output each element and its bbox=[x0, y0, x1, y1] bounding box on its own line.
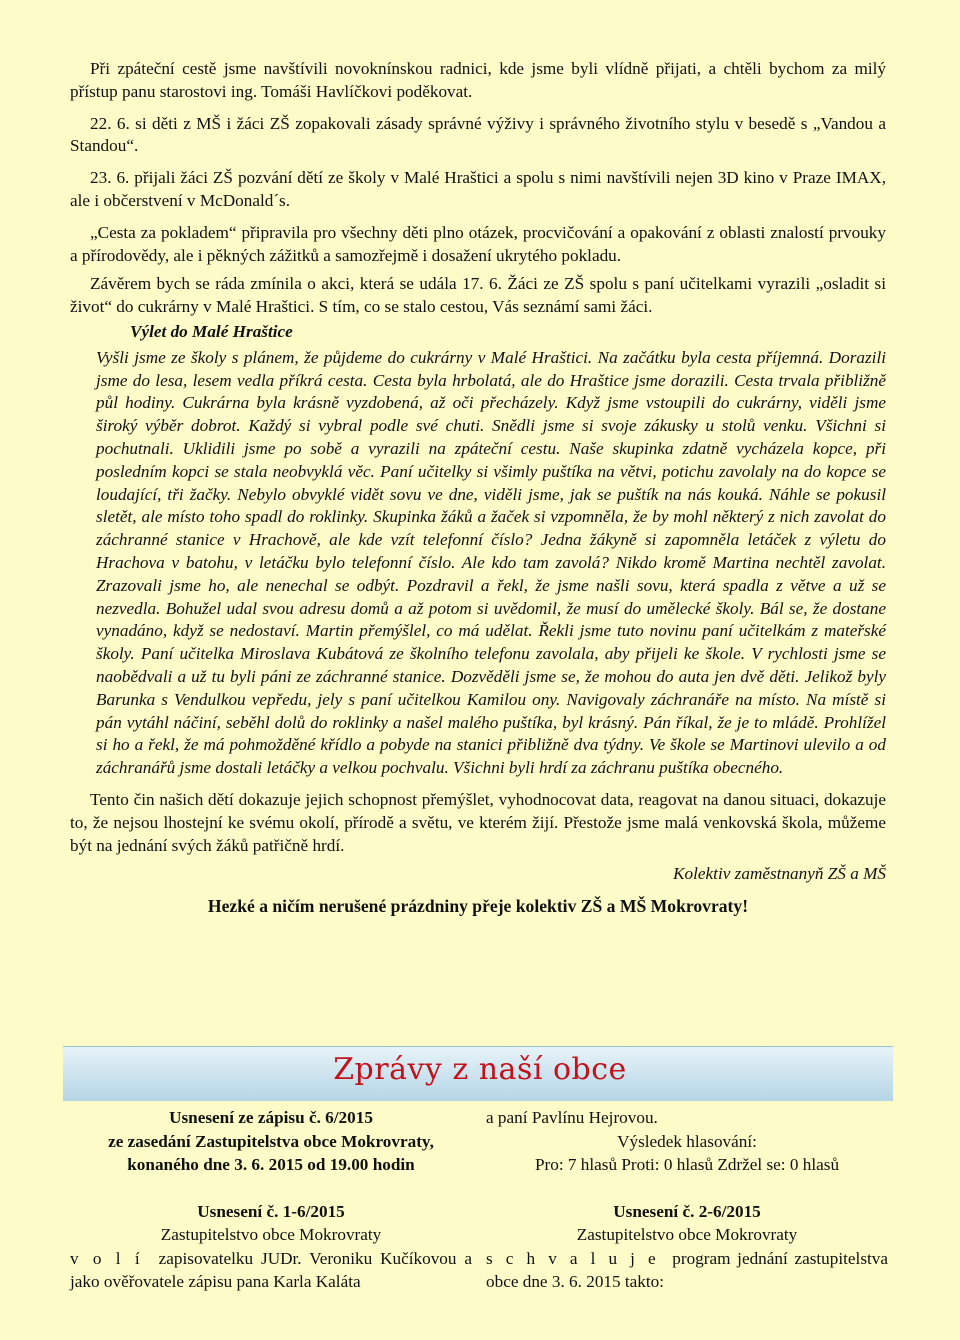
paragraph-nutrition: 22. 6. si děti z MŠ i žáci ZŠ zopakovali zásady správné výživy i správného životního stylu v besedě s „Vandou a Standou“. bbox=[70, 113, 886, 156]
minutes-subheading: ze zasedání Zastupitelstva obce Mokrovraty, bbox=[108, 1131, 434, 1151]
resolution-1-verb: v o l í bbox=[70, 1248, 143, 1268]
vote-heading: Výsledek hlasování: bbox=[617, 1131, 757, 1151]
paragraph-treasure-hunt: „Cesta za pokladem“ připravila pro všechny děti plno otázek, procvičování a opakování z oblasti znalostí prvouky a přírodovědy, ale i pěkných zážitků a samozřejmě i dosažení ukrytého pokladu. bbox=[70, 222, 886, 265]
resolution-2-title: Usnesení č. 2-6/2015 bbox=[613, 1201, 761, 1221]
story-title: Výlet do Malé Hraštice bbox=[130, 321, 293, 341]
paragraph-town-hall: Při zpáteční cestě jsme navštívili novoknínskou radnici, kde jsme byli vlídně přijati, a chtěli bychom za milý přístup panu starostovi ing. Tomáši Havlíčkovi poděkovat. bbox=[70, 59, 886, 101]
section-title: Zprávy z naší obce bbox=[333, 1052, 627, 1087]
story-text: Vyšli jsme ze školy s plánem, že půjdeme do cukrárny v Malé Hraštici. Na začátku byla cesta příjemná. Dorazili jsme do lesa, lesem vedla příkrá cesta. Cesta byla hrbolatá, ale do Hraštice jsme dorazili. Cesta trvala přibližně půl hodiny. Cukrárna byla krásně vyzdobená, až oči přecházely. Když jsme vstoupili do cukrárny, viděli jsme široký výběr dobrot. Každý si vybral podle své chuti. Snědli jsme si svoje zákusky u stolů venku. Všichni si pochutnali. Uklidili jsme po sobě a vyrazili na zpáteční cestu. Naše skupinka zdatně vycházela kopce, při posledním kopci se stala neobvyklá věc. Paní učitelky si všimly puštíka na větvi, potichu zavolaly na do kopce se loudající, tři žačky. Nebylo obvyklé vidět sovu ve dne, viděli jsme, jak se puštík na nás kouká. Náhle se pokusil sletět, ale místo toho spadl do roklinky. Skupinka žáků a žaček si vzpomněla, že by mohl některý z nich zavolat do záchranné stanice v Hrachově, ale kde vzít telefonní číslo? Jedna žákyně si zapomněla letáček z výletu do Hrachova v batohu, v letáčku bylo telefonní číslo. Ale kdo tam zavolá? Nikdo kromě Martina nechtěl zavolat. Zrazovali jsme ho, ale nenechal se odbýt. Pozdravil a řekl, že jsme našli sovu, která spadla z větve a už se nezvedla. Bohužel udal svou adresu domů a až potom si uvědomil, že musí do umělecké školy. Bál se, že dostane vynadáno, když se nedostaví. Martin přemýšlel, co má udělat. Řekli jsme tuto novinu paní učitelkám z mateřské školy. Paní učitelka Miroslava Kubátová ze školního telefonu zavolala, aby přijeli ke škole. V rychlosti jsme se naobědvali a už tu byli páni ze záchranné stanice. Dozvěděli jsme se, že mohou do auta jen dvě děti. Jelikož byly Barunka s Vendulkou vepředu, jely s paní učitelkou Kamilou ony. Navigovaly záchranáře na místo. Na místě si pán vytáhl náčiní, seběhl dolů do roklinky a našel malého puštíka, byl krásný. Pán říkal, že je to mládě. Prohlížel si ho a řekl, že má pohmožděné křídlo a pobyde na stanici přibližně dva týdny. Ve škole se Martinovi ulevilo a od záchranářů jsme dostali letáčky a velkou pochvalu. Všichni byli hrdí za záchranu puštíka obecného. bbox=[96, 347, 886, 778]
resolution-1-text bbox=[70, 1247, 472, 1294]
minutes-date: konaného dne 3. 6. 2015 od 19.00 hodin bbox=[127, 1155, 415, 1174]
resolution-2-detail: program jednání zastupitelstva obce dne 3. 6. 2015 takto: bbox=[486, 1248, 888, 1291]
resolution-1-title: Usnesení č. 1-6/2015 bbox=[197, 1201, 345, 1221]
right-column bbox=[486, 1106, 888, 1294]
verifier-name: a paní Pavlínu Hejrovou. bbox=[486, 1108, 658, 1127]
paragraph-imax: 23. 6. přijali žáci ZŠ pozvání dětí ze školy v Malé Hraštici a spolu s nimi navštívili nejen 3D kino v Praze IMAX, ale i občerstvení v McDonald´s. bbox=[70, 168, 886, 210]
resolution-2-text bbox=[486, 1247, 888, 1294]
left-column bbox=[70, 1106, 472, 1294]
resolution-2-body: Zastupitelstvo obce Mokrovraty bbox=[576, 1225, 798, 1244]
paragraph-conclusion: Závěrem bych se ráda zmínila o akci, která se udála 17. 6. Žáci ze ZŠ spolu s paní učitelkami vyrazili „osladit si život“ do cukrárny v Malé Hraštici. S tím, co se stalo cestou, Vás seznámí sami žáci. bbox=[70, 274, 886, 317]
paragraph-closing: Tento čin našich dětí dokazuje jejich schopnost přemýšlet, vyhodnocovat data, reagovat na danou situaci, dokazuje to, že nejsou lhostejní ke svému okolí, přírodě a světu, ve kterém žijí. Přestože jsme malá venkovská škola, můžeme být na jednání svých žáků patřičně hrdí. bbox=[70, 789, 886, 855]
signature: Kolektiv zaměstnanyň ZŠ a MŠ bbox=[673, 864, 886, 884]
article bbox=[70, 58, 886, 918]
minutes-heading: Usnesení ze zápisu č. 6/2015 bbox=[169, 1108, 373, 1127]
holiday-wish: Hezké a ničím nerušené prázdniny přeje kolektiv ZŠ a MŠ Mokrovraty! bbox=[207, 896, 749, 917]
resolution-2-verb: s c h v a l u j e bbox=[486, 1248, 659, 1268]
resolution-1-body: Zastupitelstvo obce Mokrovraty bbox=[160, 1225, 382, 1244]
vote-result: Pro: 7 hlasů Proti: 0 hlasů Zdržel se: 0 hlasů bbox=[534, 1155, 840, 1174]
resolution-1-detail: zapisovatelku JUDr. Veroniku Kučíkovou a jako ověřovatele zápisu pana Karla Kaláta bbox=[70, 1248, 472, 1291]
